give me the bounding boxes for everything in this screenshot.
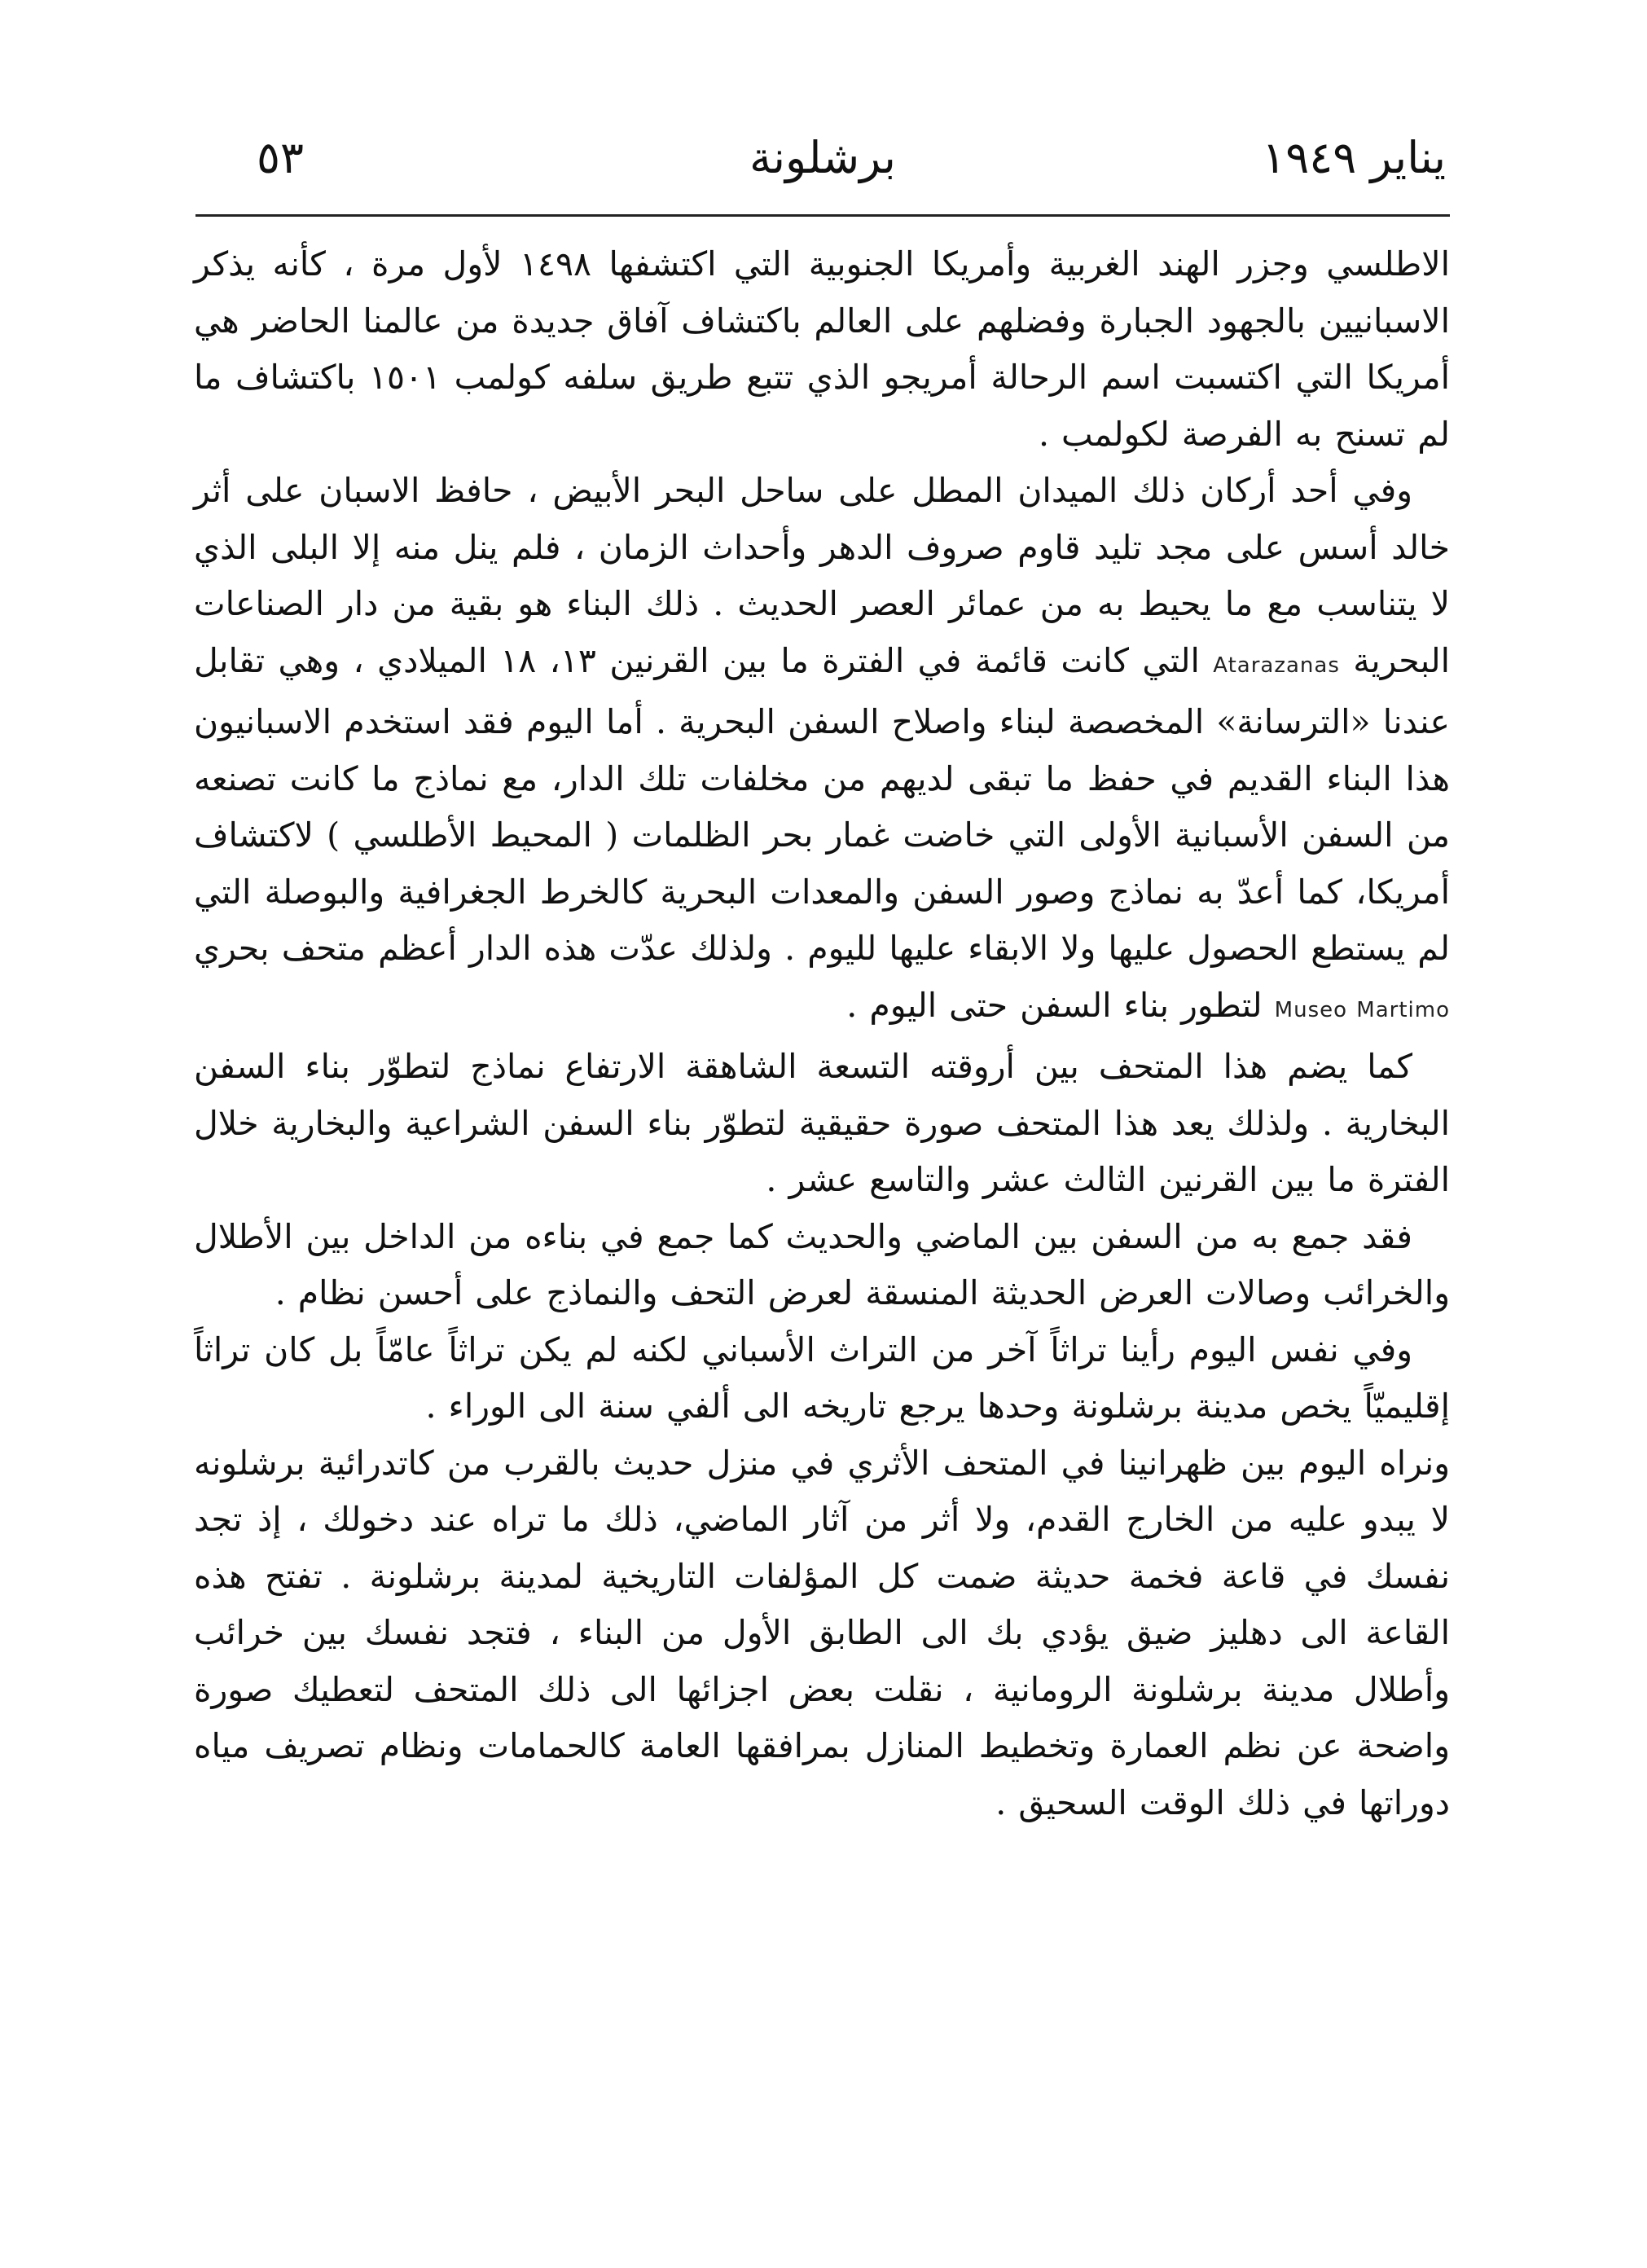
latin-term-atarazanas: Atarazanas — [1213, 653, 1340, 678]
paragraph-2-part-1: وفي أحد أركان ذلك الميدان المطل على ساحل البحر الأبيض ، حافظ الاسبان على أثر خالد أسس على مجد تليد قاوم صروف الدهر وأحداث الزمان ، فلم ينل منه إلا البلى الذي لا يتناسب مع ما يحيط به من عمائر العصر الحديث . ذلك البناء هو بقية من دار الصناعات البحرية — [194, 471, 1451, 680]
paragraph-3: كما يضم هذا المتحف بين أروقته التسعة الشاهقة الارتفاع نماذج لتطوّر بناء السفن البخارية . ولذلك يعد هذا المتحف صورة حقيقية لتطوّر بناء السفن الشراعية والبخارية خلال الفترة ما بين القرنين الثالث عشر والتاسع عشر . — [194, 1047, 1450, 1199]
latin-term-museo: Museo Martimo — [1274, 997, 1450, 1022]
paragraph-2 — [194, 463, 1450, 1039]
running-head — [200, 122, 1446, 196]
paragraph-2-part-3: لتطور بناء السفن حتى اليوم . — [846, 985, 1263, 1025]
header-date: يناير ١٩٤٩ — [1262, 132, 1446, 183]
page-number: ٥٣ — [257, 132, 305, 183]
paragraph-1: الاطلسي وجزر الهند الغربية وأمريكا الجنوبية التي اكتشفها ١٤٩٨ لأول مرة ، كأنه يذكر الاسبانيين بالجهود الجبارة وفضلهم على العالم باكتشاف آفاق جديدة من عالمنا الحاضر هي أمريكا التي اكتسبت اسم الرحالة أمريجو الذي تتبع طريق سلفه كولمب ١٥٠١ باكتشاف ما لم تسنح به الفرصة لكولمب . — [194, 244, 1450, 454]
paragraph-5: وفي نفس اليوم رأينا تراثاً آخر من التراث الأسباني لكنه لم يكن تراثاً عامّاً بل كان تراثاً إقليميّاً يخص مدينة برشلونة وحدها يرجع تاريخه الى ألفي سنة الى الوراء . — [194, 1330, 1450, 1426]
paragraph-4: فقد جمع به من السفن بين الماضي والحديث كما جمع في بناءه من الداخل بين الأطلال والخرائب وصالات العرض الحديثة المنسقة لعرض التحف والنماذج على أحسن نظام . — [194, 1216, 1450, 1312]
header-divider — [195, 214, 1450, 217]
body-text — [194, 236, 1450, 1831]
header-title: برشلونة — [749, 132, 896, 183]
paragraph-6: ونراه اليوم بين ظهرانينا في المتحف الأثري في منزل حديث بالقرب من كاتدرائية برشلونه لا يبدو عليه من الخارج القدم، ولا أثر من آثار الماضي، ذلك ما تراه عند دخولك ، إذ تجد نفسك في قاعة فخمة حديثة ضمت كل المؤلفات التاريخية لمدينة برشلونة . تفتح هذه القاعة الى دهليز ضيق يؤدي بك الى الطابق الأول من البناء ، فتجد نفسك بين خرائب وأطلال مدينة برشلونة الرومانية ، نقلت بعض اجزائها الى ذلك المتحف لتعطيك صورة واضحة عن نظم العمارة وتخطيط المنازل بمرافقها العامة كالحمامات ونظام تصريف مياه دوراتها في ذلك الوقت السحيق . — [194, 1443, 1450, 1822]
paragraph-2-part-2: التي كانت قائمة في الفترة ما بين القرنين ١٣، ١٨ الميلادي ، وهي تقابل عندنا «الترسانة» المخصصة لبناء واصلاح السفن البحرية . أما اليوم فقد استخدم الاسبانيون هذا البناء القديم في حفظ ما تبقى لديهم من مخلفات تلك الدار، مع نماذج ما كانت تصنعه من السفن الأسبانية الأولى التي خاضت غمار بحر الظلمات ( المحيط الأطلسي ) لاكتشاف أمريكا، كما أعدّ به نماذج وصور السفن والمعدات البحرية كالخرط الجغرافية والبوصلة التي لم يستطع الحصول عليها ولا الابقاء عليها لليوم . ولذلك عدّت هذه الدار أعظم متحف بحري — [194, 640, 1450, 968]
